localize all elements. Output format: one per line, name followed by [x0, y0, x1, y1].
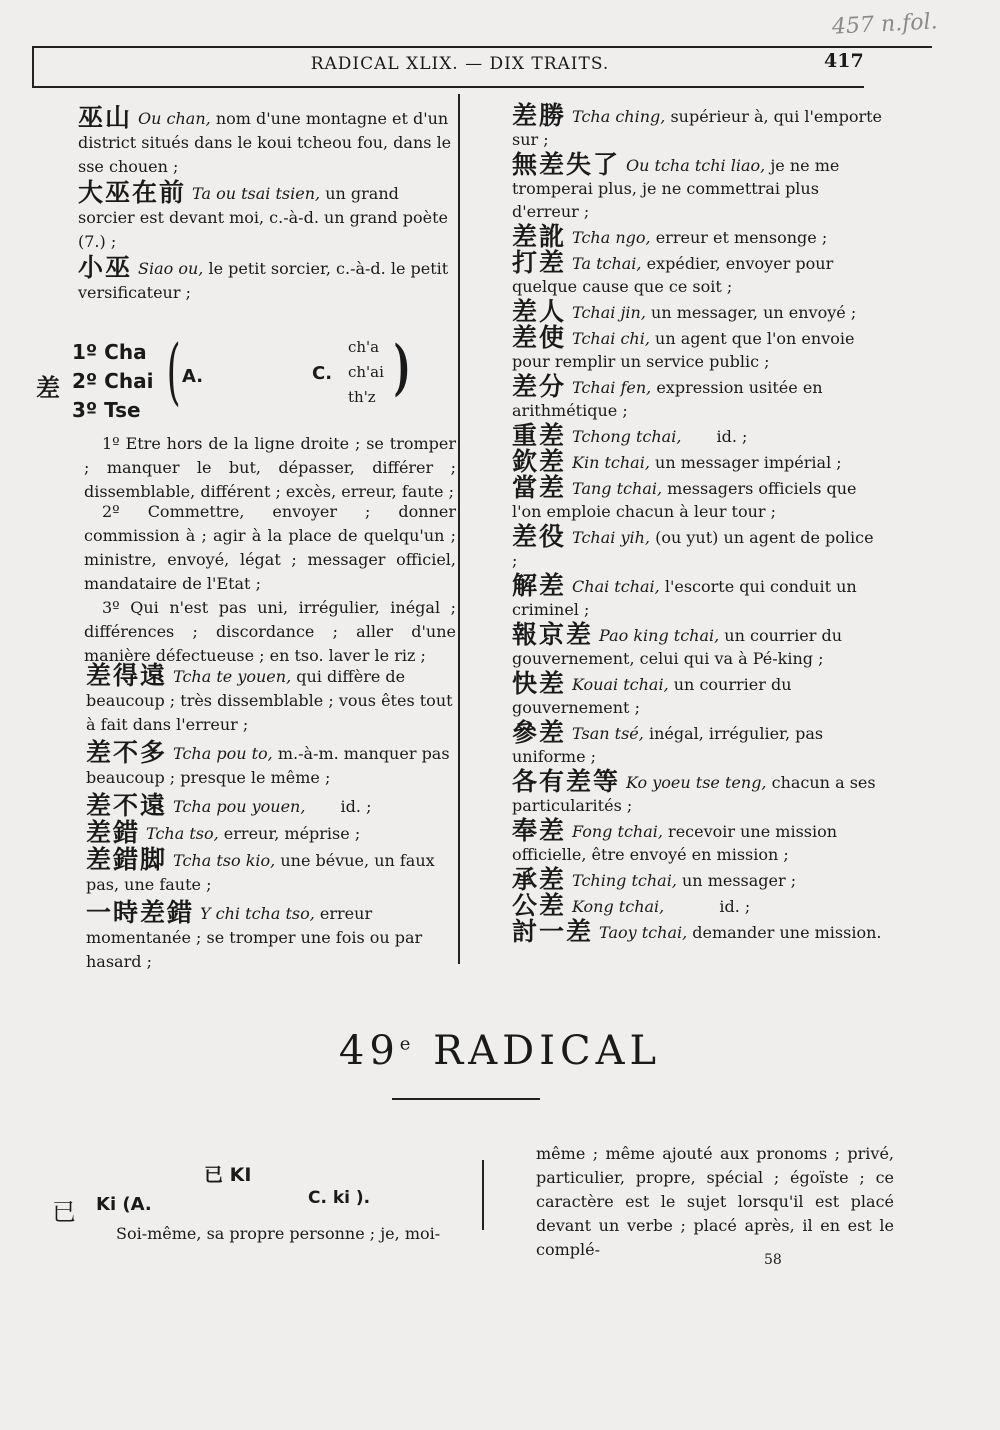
romanization: Tcha tso kio,: [173, 851, 276, 870]
dict-entry: [86, 818, 458, 847]
cantonese-1: ch'a: [348, 338, 380, 356]
romanization: Pao king tchai,: [599, 626, 720, 645]
chinese-term: 差得遠: [86, 661, 168, 690]
romanization: Kong tchai,: [572, 897, 665, 916]
reading-1: 1º Cha: [72, 340, 147, 364]
definition: nom d'une montagne et d'un district situés dans le koui tcheou fou, dans le sse chouen ;: [78, 109, 452, 176]
brace-left: (: [166, 330, 181, 414]
chinese-term: 差人: [512, 297, 567, 326]
running-header: RADICAL XLIX. — DIX TRAITS.: [310, 54, 610, 74]
romanization: Tchai chi,: [572, 329, 650, 348]
ki-char: 已: [52, 1198, 76, 1226]
chinese-term: 奉差: [512, 816, 567, 845]
romanization: Ou tcha tchi liao,: [626, 156, 766, 175]
dict-entry: [512, 297, 884, 326]
romanization: Kin tchai,: [572, 453, 650, 472]
head-character: 差: [36, 374, 60, 402]
definition: un messager, un envoyé ;: [651, 303, 857, 322]
reading-3: 3º Tse: [72, 398, 141, 422]
romanization: Tchai fen,: [572, 378, 652, 397]
ki-definition-left: Soi-même, sa propre personne ; je, moi-: [116, 1224, 441, 1243]
chinese-term: 差不多: [86, 738, 168, 767]
romanization: Fong tchai,: [572, 822, 663, 841]
dict-entry: [512, 101, 884, 151]
definition: (ou yut) un agent de police ;: [512, 528, 874, 570]
romanization: Ko yoeu tse teng,: [626, 773, 767, 792]
definition: m.-à-m. manquer pas beaucoup ; presque le même ;: [86, 744, 450, 787]
mandarin-label: A.: [182, 366, 204, 387]
dict-entry: [78, 103, 452, 179]
definition: un courrier du gouvernement, celui qui va à Pé-king ;: [512, 626, 843, 668]
romanization: Tching tchai,: [572, 871, 677, 890]
cantonese-3: th'z: [348, 388, 376, 406]
section-rule: [392, 1098, 540, 1100]
chinese-term: 巫山: [78, 103, 133, 132]
romanization: Tsan tsé,: [572, 724, 644, 743]
definition: demander une mission.: [692, 923, 882, 942]
dict-entry: [512, 222, 884, 251]
dict-entry: [512, 372, 884, 422]
ki-reading: Ki (A.: [96, 1194, 152, 1215]
right-entries: [512, 101, 884, 946]
definition: un agent que l'on envoie pour remplir un service public ;: [512, 329, 855, 371]
chinese-term: 差分: [512, 372, 567, 401]
dict-entry: [512, 571, 884, 621]
ki-column-divider: [482, 1160, 484, 1230]
dict-entry: [512, 891, 884, 920]
definition: id. ;: [719, 897, 751, 916]
dict-entry: [512, 718, 884, 768]
definition: qui diffère de beaucoup ; très dissemblable ; vous êtes tout à fait dans l'erreur ;: [86, 667, 453, 734]
cantonese-label: C.: [312, 363, 333, 384]
definition: expédier, envoyer pour quelque cause que ce soit ;: [512, 254, 834, 296]
definition: l'escorte qui conduit un criminel ;: [512, 577, 857, 619]
cantonese-2: ch'ai: [348, 363, 384, 381]
romanization: Tchai jin,: [572, 303, 646, 322]
chinese-term: 無差失了: [512, 150, 621, 179]
dict-entry: [86, 738, 458, 790]
definition: un courrier du gouvernement ;: [512, 675, 792, 717]
definition: un messager impérial ;: [655, 453, 842, 472]
definition: erreur momentanée ; se tromper une fois ou par hasard ;: [86, 904, 423, 971]
chinese-term: 一時差錯: [86, 898, 195, 927]
left-compounds: [86, 661, 458, 976]
romanization: Ou chan,: [138, 109, 211, 128]
reading-2: 2º Chai: [72, 369, 154, 393]
romanization: Kouai tchai,: [572, 675, 669, 694]
romanization: Ta ou tsai tsien,: [192, 184, 321, 203]
romanization: Chai tchai,: [572, 577, 660, 596]
dict-entry: [86, 845, 458, 897]
footer-page-number: 58: [764, 1252, 782, 1268]
page-number: 417: [824, 50, 864, 72]
meaning-1: 1º Etre hors de la ligne droite ; se tromper ; manquer le but, dépasser, différer ; dissemblable, différent ; excès, erreur, faute ;: [84, 434, 456, 501]
definition: un grand sorcier est devant moi, c.-à-d. un grand poète (7.) ;: [78, 184, 448, 251]
romanization: Tcha te youen,: [173, 667, 292, 686]
dict-entry: [512, 620, 884, 670]
dict-entry: [86, 661, 458, 737]
romanization: Siao ou,: [138, 259, 204, 278]
dict-entry: [86, 898, 458, 974]
chinese-term: 差錯: [86, 818, 141, 847]
dict-entry: [512, 522, 884, 572]
ki-heading: 已 KI: [204, 1164, 252, 1186]
definition: erreur et mensonge ;: [655, 228, 828, 247]
chinese-term: 報京差: [512, 620, 594, 649]
chinese-term: 解差: [512, 571, 567, 600]
section-ordinal: e: [399, 1033, 416, 1055]
dict-entry: [512, 248, 884, 298]
romanization: Tcha pou youen,: [173, 797, 306, 816]
romanization: Y chi tcha tso,: [200, 904, 315, 923]
chinese-term: 重差: [512, 421, 567, 450]
meaning-2: 2º Commettre, envoyer ; donner commission à ; agir à la place de quelqu'un ; ministre, envoyé, légat ; messager officiel, mandataire de l'Etat ;: [84, 502, 456, 593]
romanization: Tang tchai,: [572, 479, 663, 498]
dict-entry: [512, 421, 884, 450]
romanization: Tcha ngo,: [572, 228, 651, 247]
romanization: Tcha ching,: [572, 107, 666, 126]
section-word: RADICAL: [433, 1028, 662, 1074]
chinese-term: 各有差等: [512, 767, 621, 796]
chinese-term: 差不遠: [86, 791, 168, 820]
chinese-term: 差錯脚: [86, 845, 168, 874]
chinese-term: 差役: [512, 522, 567, 551]
chinese-term: 公差: [512, 891, 567, 920]
chinese-term: 承差: [512, 865, 567, 894]
header-rule-bottom: [32, 86, 864, 88]
chinese-term: 大巫在前: [78, 178, 187, 207]
chinese-term: 小巫: [78, 253, 133, 282]
dict-entry: [512, 767, 884, 817]
handwritten-annotation: 457 n.fol.: [831, 9, 939, 40]
brace-right: ): [393, 333, 411, 403]
romanization: Tcha pou to,: [173, 744, 273, 763]
column-divider: [458, 94, 460, 964]
romanization: Taoy tchai,: [599, 923, 688, 942]
dict-entry: [512, 816, 884, 866]
header-rule-top: [32, 46, 932, 48]
dict-entry: [512, 917, 884, 946]
chinese-term: 欽差: [512, 447, 567, 476]
romanization: Tcha tso,: [146, 824, 219, 843]
definition: une bévue, un faux pas, une faute ;: [86, 851, 435, 894]
definition: erreur, méprise ;: [223, 824, 361, 843]
header-side-rule: [32, 46, 34, 88]
definition: le petit sorcier, c.-à-d. le petit versificateur ;: [78, 259, 449, 302]
romanization: Tchai yih,: [572, 528, 650, 547]
definition: id. ;: [716, 427, 748, 446]
definition: supérieur à, qui l'emporte sur ;: [512, 107, 882, 149]
definition: id. ;: [340, 797, 372, 816]
ki-cantonese: C. ki ).: [308, 1188, 371, 1208]
definition: expression usitée en arithmétique ;: [512, 378, 823, 420]
dict-entry: [78, 253, 452, 305]
dict-entry: [512, 323, 884, 373]
dict-entry: [512, 150, 884, 223]
chinese-term: 參差: [512, 718, 567, 747]
dict-entry: [512, 473, 884, 523]
romanization: Tchong tchai,: [572, 427, 682, 446]
meaning-3: 3º Qui n'est pas uni, irrégulier, inégal ; différences ; discordance ; aller d'une manière défectueuse ; en tso. laver le riz ;: [84, 598, 456, 665]
ki-definition-right: même ; même ajouté aux pronoms ; privé, particulier, propre, spécial ; égoïste ; ce caractère est le sujet lorsqu'il est placé devant un verbe ; placé après, il en est le complé-: [536, 1144, 894, 1259]
chinese-term: 差使: [512, 323, 567, 352]
definition: messagers officiels que l'on emploie chacun à leur tour ;: [512, 479, 857, 521]
dict-entry: [86, 791, 458, 820]
dict-entry: [512, 865, 884, 894]
chinese-term: 當差: [512, 473, 567, 502]
definition: je ne me tromperai plus, je ne commettrai plus d'erreur ;: [512, 156, 840, 221]
definition: un messager ;: [682, 871, 797, 890]
section-title: [0, 1028, 1000, 1074]
section-number: 49: [338, 1028, 400, 1074]
dict-entry: [78, 178, 452, 254]
definition: chacun a ses particularités ;: [512, 773, 876, 815]
left-entries: [78, 103, 452, 307]
dict-entry: [512, 669, 884, 719]
chinese-term: 差勝: [512, 101, 567, 130]
chinese-term: 討一差: [512, 917, 594, 946]
definition: recevoir une mission officielle, être envoyé en mission ;: [512, 822, 838, 864]
chinese-term: 差訛: [512, 222, 567, 251]
dict-entry: [512, 447, 884, 476]
romanization: Ta tchai,: [572, 254, 642, 273]
chinese-term: 快差: [512, 669, 567, 698]
definition: inégal, irrégulier, pas uniforme ;: [512, 724, 824, 766]
chinese-term: 打差: [512, 248, 567, 277]
